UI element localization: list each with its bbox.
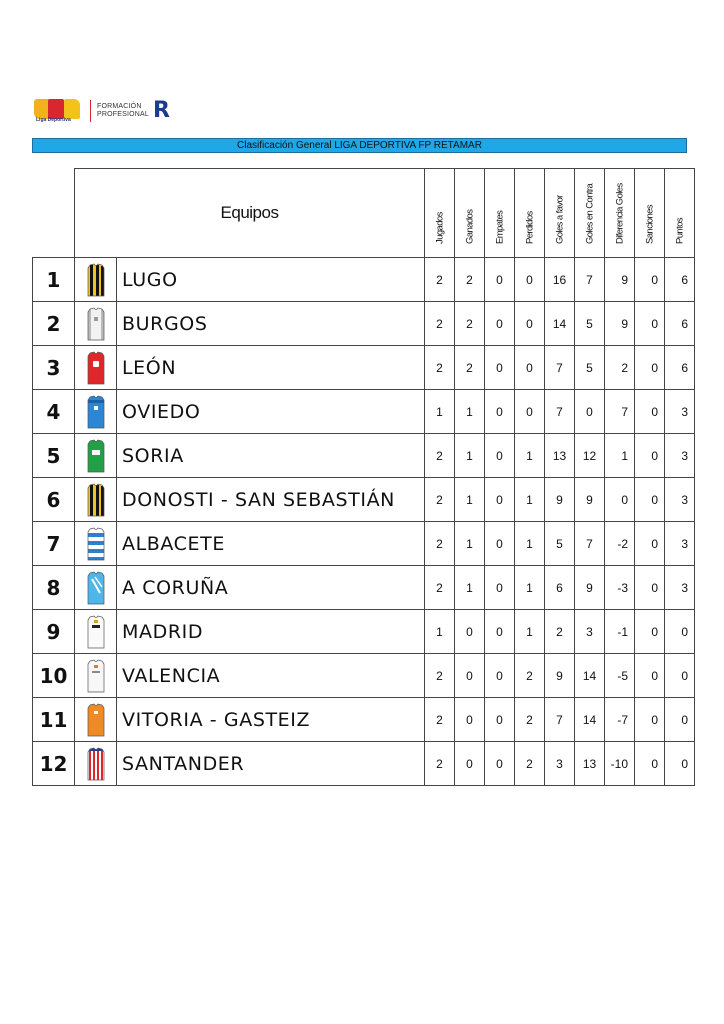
sanciones-value: 0 (635, 742, 665, 786)
team-name: LUGO (117, 258, 425, 302)
goles-contra-value: 3 (575, 610, 605, 654)
table-row (33, 566, 695, 610)
table-row (33, 478, 695, 522)
retamar-logo-icon (153, 99, 171, 123)
diferencia-value: 7 (605, 390, 635, 434)
goles-favor-value: 14 (545, 302, 575, 346)
jersey-icon (85, 351, 107, 385)
jersey-icon (85, 307, 107, 341)
header-diferencia (605, 169, 635, 258)
puntos-value: 3 (665, 390, 695, 434)
ganados-value: 2 (455, 258, 485, 302)
puntos-value: 3 (665, 566, 695, 610)
perdidos-value: 1 (515, 478, 545, 522)
jugados-value: 2 (425, 654, 455, 698)
goles-contra-value: 5 (575, 346, 605, 390)
team-name: OVIEDO (117, 390, 425, 434)
goles-favor-value: 3 (545, 742, 575, 786)
puntos-value: 0 (665, 610, 695, 654)
table-row (33, 610, 695, 654)
team-name: LEÓN (117, 346, 425, 390)
sanciones-value: 0 (635, 566, 665, 610)
goles-favor-value: 9 (545, 654, 575, 698)
team-shirt-cell (75, 258, 117, 302)
jersey-icon (85, 439, 107, 473)
goles-favor-value: 7 (545, 390, 575, 434)
team-shirt-cell (75, 434, 117, 478)
goles-contra-value: 9 (575, 478, 605, 522)
header-jugados (425, 169, 455, 258)
goles-favor-value: 7 (545, 698, 575, 742)
sanciones-value: 0 (635, 302, 665, 346)
diferencia-value: -2 (605, 522, 635, 566)
jugados-value: 1 (425, 610, 455, 654)
goles-contra-value: 13 (575, 742, 605, 786)
puntos-value: 3 (665, 478, 695, 522)
perdidos-value: 0 (515, 302, 545, 346)
empates-value: 0 (485, 390, 515, 434)
jugados-value: 2 (425, 698, 455, 742)
ganados-value: 1 (455, 478, 485, 522)
header-sanciones (635, 169, 665, 258)
header-goles-favor (545, 169, 575, 258)
jersey-icon (85, 747, 107, 781)
jugados-value: 2 (425, 302, 455, 346)
header-goles-contra (575, 169, 605, 258)
goles-favor-value: 7 (545, 346, 575, 390)
team-name: DONOSTI - SAN SEBASTIÁN (117, 478, 425, 522)
empates-value: 0 (485, 698, 515, 742)
header-diferencia-label: Diferencia Goles (614, 183, 625, 244)
jugados-value: 2 (425, 478, 455, 522)
header-sanciones-label: Sanciones (644, 205, 655, 244)
jersey-icon (85, 483, 107, 517)
jugados-value: 2 (425, 258, 455, 302)
empates-value: 0 (485, 566, 515, 610)
sanciones-value: 0 (635, 390, 665, 434)
table-row (33, 742, 695, 786)
sanciones-value: 0 (635, 346, 665, 390)
goles-contra-value: 12 (575, 434, 605, 478)
team-shirt-cell (75, 610, 117, 654)
team-shirt-cell (75, 654, 117, 698)
jugados-value: 2 (425, 346, 455, 390)
team-name: BURGOS (117, 302, 425, 346)
ganados-value: 1 (455, 522, 485, 566)
ganados-value: 0 (455, 610, 485, 654)
table-row (33, 390, 695, 434)
jersey-icon (85, 571, 107, 605)
team-name: VALENCIA (117, 654, 425, 698)
team-shirt-cell (75, 566, 117, 610)
position: 12 (33, 742, 75, 786)
team-shirt-cell (75, 302, 117, 346)
empates-value: 0 (485, 302, 515, 346)
jersey-icon (85, 527, 107, 561)
position: 7 (33, 522, 75, 566)
team-name: SANTANDER (117, 742, 425, 786)
goles-contra-value: 0 (575, 390, 605, 434)
jugados-value: 1 (425, 390, 455, 434)
team-shirt-cell (75, 478, 117, 522)
goles-favor-value: 2 (545, 610, 575, 654)
position: 9 (33, 610, 75, 654)
diferencia-value: -1 (605, 610, 635, 654)
header-goles-favor-label: Goles a favor (554, 195, 565, 244)
header-empates-label: Empates (494, 210, 505, 244)
empates-value: 0 (485, 346, 515, 390)
header-ganados (455, 169, 485, 258)
ganados-value: 1 (455, 434, 485, 478)
sanciones-value: 0 (635, 478, 665, 522)
position: 2 (33, 302, 75, 346)
goles-contra-value: 7 (575, 522, 605, 566)
header-perdidos-label: Perdidos (524, 211, 535, 244)
empates-value: 0 (485, 742, 515, 786)
ganados-value: 0 (455, 698, 485, 742)
empates-value: 0 (485, 610, 515, 654)
table-row (33, 302, 695, 346)
table-row (33, 258, 695, 302)
position: 4 (33, 390, 75, 434)
goles-favor-value: 13 (545, 434, 575, 478)
diferencia-value: -10 (605, 742, 635, 786)
page-title: Clasificación General LIGA DEPORTIVA FP RETAMAR (32, 138, 687, 153)
team-name: SORIA (117, 434, 425, 478)
ganados-value: 2 (455, 302, 485, 346)
jersey-icon (85, 703, 107, 737)
perdidos-value: 2 (515, 654, 545, 698)
jersey-icon (85, 395, 107, 429)
header-perdidos (515, 169, 545, 258)
empates-value: 0 (485, 478, 515, 522)
goles-contra-value: 7 (575, 258, 605, 302)
puntos-value: 0 (665, 742, 695, 786)
perdidos-value: 0 (515, 390, 545, 434)
empates-value: 0 (485, 258, 515, 302)
sanciones-value: 0 (635, 258, 665, 302)
table-row (33, 698, 695, 742)
perdidos-value: 0 (515, 258, 545, 302)
empates-value: 0 (485, 434, 515, 478)
diferencia-value: 0 (605, 478, 635, 522)
sanciones-value: 0 (635, 522, 665, 566)
logo-text-line1: FORMACIÓN (97, 103, 142, 110)
diferencia-value: 9 (605, 258, 635, 302)
position: 3 (33, 346, 75, 390)
position: 8 (33, 566, 75, 610)
diferencia-value: -5 (605, 654, 635, 698)
team-name: A CORUÑA (117, 566, 425, 610)
sanciones-value: 0 (635, 434, 665, 478)
position: 11 (33, 698, 75, 742)
team-name: ALBACETE (117, 522, 425, 566)
jugados-value: 2 (425, 434, 455, 478)
jugados-value: 2 (425, 742, 455, 786)
diferencia-value: -3 (605, 566, 635, 610)
perdidos-value: 2 (515, 742, 545, 786)
diferencia-value: 2 (605, 346, 635, 390)
sanciones-value: 0 (635, 610, 665, 654)
header-blank (33, 169, 75, 258)
table-row (33, 434, 695, 478)
header-jugados-label: Jugados (434, 212, 445, 244)
position: 10 (33, 654, 75, 698)
goles-contra-value: 5 (575, 302, 605, 346)
ganados-value: 2 (455, 346, 485, 390)
puntos-value: 0 (665, 654, 695, 698)
header-empates (485, 169, 515, 258)
table-row (33, 654, 695, 698)
goles-favor-value: 9 (545, 478, 575, 522)
perdidos-value: 1 (515, 522, 545, 566)
puntos-value: 6 (665, 346, 695, 390)
goles-contra-value: 14 (575, 698, 605, 742)
position: 1 (33, 258, 75, 302)
header-equipos: Equipos (75, 169, 425, 258)
perdidos-value: 0 (515, 346, 545, 390)
header-puntos-label: Puntos (674, 218, 685, 244)
goles-favor-value: 5 (545, 522, 575, 566)
empates-value: 0 (485, 522, 515, 566)
puntos-value: 3 (665, 434, 695, 478)
position: 5 (33, 434, 75, 478)
table-row (33, 522, 695, 566)
goles-favor-value: 16 (545, 258, 575, 302)
ganados-value: 1 (455, 566, 485, 610)
sanciones-value: 0 (635, 698, 665, 742)
table-row (33, 346, 695, 390)
team-name: VITORIA - GASTEIZ (117, 698, 425, 742)
team-shirt-cell (75, 698, 117, 742)
ganados-value: 0 (455, 654, 485, 698)
goles-favor-value: 6 (545, 566, 575, 610)
puntos-value: 6 (665, 258, 695, 302)
goles-contra-value: 9 (575, 566, 605, 610)
perdidos-value: 1 (515, 434, 545, 478)
header-goles-contra-label: Goles en Contra (584, 183, 595, 244)
liga-logo (34, 97, 171, 125)
team-name: MADRID (117, 610, 425, 654)
perdidos-value: 1 (515, 566, 545, 610)
team-shirt-cell (75, 390, 117, 434)
ganados-value: 0 (455, 742, 485, 786)
goles-contra-value: 14 (575, 654, 605, 698)
diferencia-value: -7 (605, 698, 635, 742)
puntos-value: 3 (665, 522, 695, 566)
team-shirt-cell (75, 346, 117, 390)
puntos-value: 0 (665, 698, 695, 742)
diferencia-value: 9 (605, 302, 635, 346)
position: 6 (33, 478, 75, 522)
logo-text (97, 103, 149, 119)
diferencia-value: 1 (605, 434, 635, 478)
logo-divider (90, 100, 91, 122)
jugados-value: 2 (425, 522, 455, 566)
ganados-value: 1 (455, 390, 485, 434)
header-ganados-label: Ganados (464, 209, 475, 244)
jersey-icon (85, 615, 107, 649)
logo-r-letter: R (153, 98, 170, 123)
logo-text-line2: PROFESIONAL (97, 111, 149, 118)
team-shirt-cell (75, 522, 117, 566)
header-puntos (665, 169, 695, 258)
jersey-icon (85, 659, 107, 693)
empates-value: 0 (485, 654, 515, 698)
puntos-value: 6 (665, 302, 695, 346)
header-row (33, 169, 695, 258)
fp-liga-logo-icon (34, 97, 86, 125)
perdidos-value: 2 (515, 698, 545, 742)
standings-table (32, 168, 695, 786)
jersey-icon (85, 263, 107, 297)
perdidos-value: 1 (515, 610, 545, 654)
jugados-value: 2 (425, 566, 455, 610)
team-shirt-cell (75, 742, 117, 786)
logo-fp-caption: Liga Deportiva (36, 117, 71, 123)
sanciones-value: 0 (635, 654, 665, 698)
